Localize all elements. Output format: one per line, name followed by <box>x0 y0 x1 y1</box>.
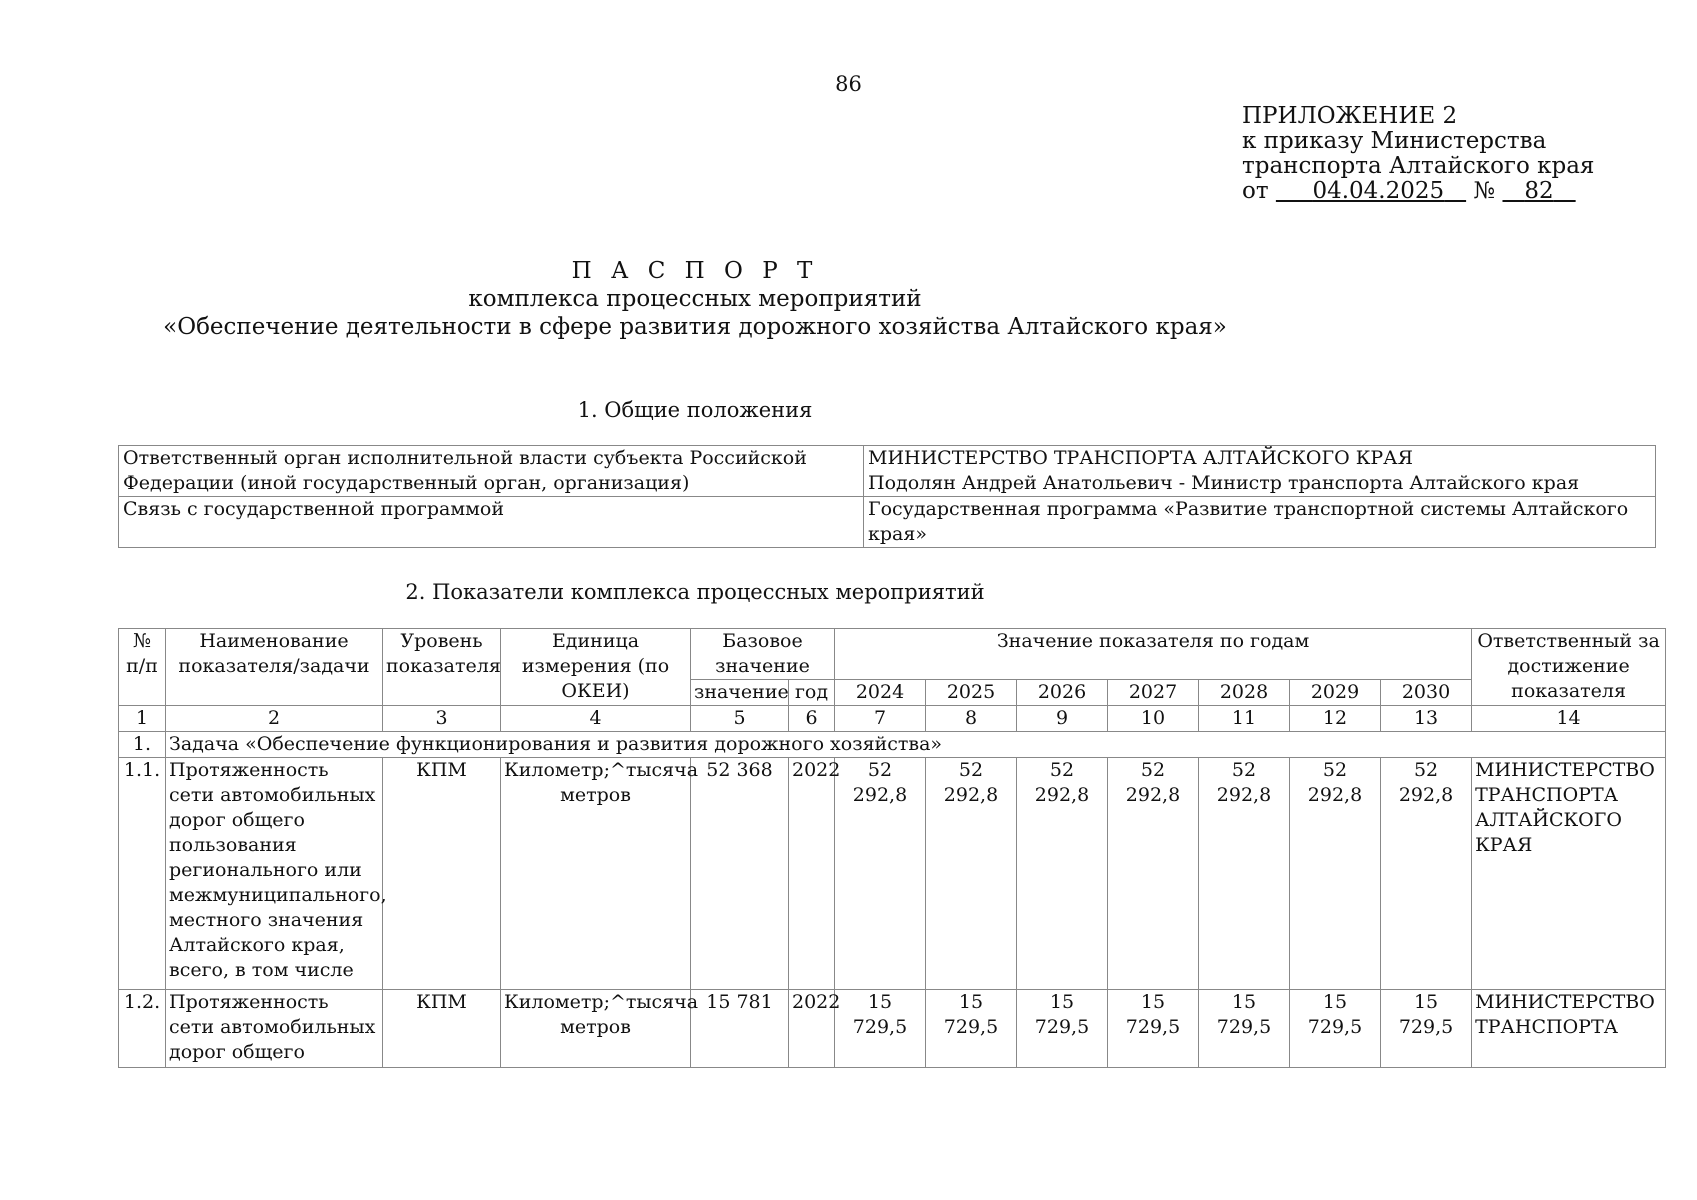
column-number: 1 <box>119 706 166 732</box>
column-number: 7 <box>835 706 926 732</box>
task-row <box>119 732 1666 758</box>
year-value: 52 292,8 <box>1017 758 1108 990</box>
indicator-name: Протяженность сети автомобильных дорог общего <box>166 990 383 1068</box>
appendix-date-line <box>1242 179 1594 204</box>
header-cell: 2025 <box>926 680 1017 706</box>
appendix-block <box>1242 104 1594 204</box>
minister-name: Подолян Андрей Анатольевич - Министр транспорта Алтайского края <box>868 472 1580 494</box>
header-cell: Уровень показателя <box>383 629 501 706</box>
row-number: 1.1. <box>119 758 166 990</box>
header-cell: Базовое значение <box>691 629 835 680</box>
header-cell: 2024 <box>835 680 926 706</box>
table-cell <box>864 446 1656 497</box>
header-cell: 2026 <box>1017 680 1108 706</box>
task-text: Задача «Обеспечение функционирования и развития дорожного хозяйства» <box>166 732 1666 758</box>
column-number-row <box>119 706 1666 732</box>
indicator-unit: Километр;^тысяча метров <box>501 758 691 990</box>
order-number-value: 82 <box>1524 178 1554 204</box>
base-year: 2022 <box>789 758 835 990</box>
column-number: 12 <box>1290 706 1381 732</box>
header-cell: 2028 <box>1199 680 1290 706</box>
year-value: 15 729,5 <box>1199 990 1290 1068</box>
table-row <box>119 990 1666 1068</box>
header-cell: Значение показателя по годам <box>835 629 1472 680</box>
indicator-name: Протяженность сети автомобильных дорог общего пользования регионального или межмуниципального, местного значения Алтайского края, всего, в том числе <box>166 758 383 990</box>
column-number: 13 <box>1381 706 1472 732</box>
indicators-table <box>118 628 1666 1068</box>
table-cell: Связь с государственной программой <box>119 497 864 548</box>
column-number: 11 <box>1199 706 1290 732</box>
column-number: 3 <box>383 706 501 732</box>
indicator-level: КПМ <box>383 990 501 1068</box>
column-number: 8 <box>926 706 1017 732</box>
row-number: 1.2. <box>119 990 166 1068</box>
responsible: МИНИСТЕРСТВО ТРАНСПОРТА АЛТАЙСКОГО КРАЯ <box>1472 758 1666 990</box>
header-cell: год <box>789 680 835 706</box>
table-cell: Государственная программа «Развитие транспортной системы Алтайского края» <box>864 497 1656 548</box>
year-value: 52 292,8 <box>926 758 1017 990</box>
appendix-line3: транспорта Алтайского края <box>1242 153 1595 179</box>
column-number: 4 <box>501 706 691 732</box>
order-date-value: 04.04.2025 <box>1312 178 1445 204</box>
year-value: 15 729,5 <box>1381 990 1472 1068</box>
header-cell: значение <box>691 680 789 706</box>
year-value: 52 292,8 <box>1199 758 1290 990</box>
year-value: 52 292,8 <box>1108 758 1199 990</box>
table-row <box>119 497 1656 548</box>
year-value: 15 729,5 <box>835 990 926 1068</box>
section2-heading: 2. Показатели комплекса процессных мероприятий <box>405 580 985 604</box>
indicator-unit: Километр;^тысяча метров <box>501 990 691 1068</box>
year-value: 52 292,8 <box>835 758 926 990</box>
year-value: 15 729,5 <box>926 990 1017 1068</box>
header-cell: Единица измерения (по ОКЕИ) <box>501 629 691 706</box>
year-value: 15 729,5 <box>1108 990 1199 1068</box>
year-value: 52 292,8 <box>1290 758 1381 990</box>
year-value: 52 292,8 <box>1381 758 1472 990</box>
column-number: 9 <box>1017 706 1108 732</box>
number-label: № <box>1473 178 1496 204</box>
base-value: 52 368 <box>691 758 789 990</box>
title-line2: комплекса процессных мероприятий <box>468 286 922 312</box>
column-number: 6 <box>789 706 835 732</box>
ministry-name: МИНИСТЕРСТВО ТРАНСПОРТА АЛТАЙСКОГО КРАЯ <box>868 447 1413 469</box>
responsible: МИНИСТЕРСТВО ТРАНСПОРТА <box>1472 990 1666 1068</box>
task-number: 1. <box>119 732 166 758</box>
header-cell: 2030 <box>1381 680 1472 706</box>
page-number: 86 <box>835 72 862 96</box>
header-cell: Наименование показателя/задачи <box>166 629 383 706</box>
column-number: 2 <box>166 706 383 732</box>
order-date <box>1276 178 1466 204</box>
header-row <box>119 629 1666 680</box>
column-number: 14 <box>1472 706 1666 732</box>
section1-heading: 1. Общие положения <box>577 398 813 422</box>
header-cell: № п/п <box>119 629 166 706</box>
table-row <box>119 446 1656 497</box>
document-title <box>0 257 1390 341</box>
general-provisions-table <box>118 445 1656 548</box>
year-value: 15 729,5 <box>1017 990 1108 1068</box>
year-value: 15 729,5 <box>1290 990 1381 1068</box>
title-line3: «Обеспечение деятельности в сфере развития дорожного хозяйства Алтайского края» <box>163 314 1227 340</box>
table-cell: Ответственный орган исполнительной власти субъекта Российской Федерации (иной государственный орган, организация) <box>119 446 864 497</box>
appendix-title: ПРИЛОЖЕНИЕ 2 <box>1242 103 1458 129</box>
base-year: 2022 <box>789 990 835 1068</box>
base-value: 15 781 <box>691 990 789 1068</box>
header-cell: Ответственный за достижение показателя <box>1472 629 1666 706</box>
header-cell: 2029 <box>1290 680 1381 706</box>
table-row <box>119 758 1666 990</box>
from-label: от <box>1242 178 1269 204</box>
column-number: 5 <box>691 706 789 732</box>
column-number: 10 <box>1108 706 1199 732</box>
order-number <box>1502 178 1575 204</box>
appendix-line2: к приказу Министерства <box>1242 128 1547 154</box>
indicator-level: КПМ <box>383 758 501 990</box>
header-cell: 2027 <box>1108 680 1199 706</box>
title-main: П А С П О Р Т <box>571 258 819 284</box>
